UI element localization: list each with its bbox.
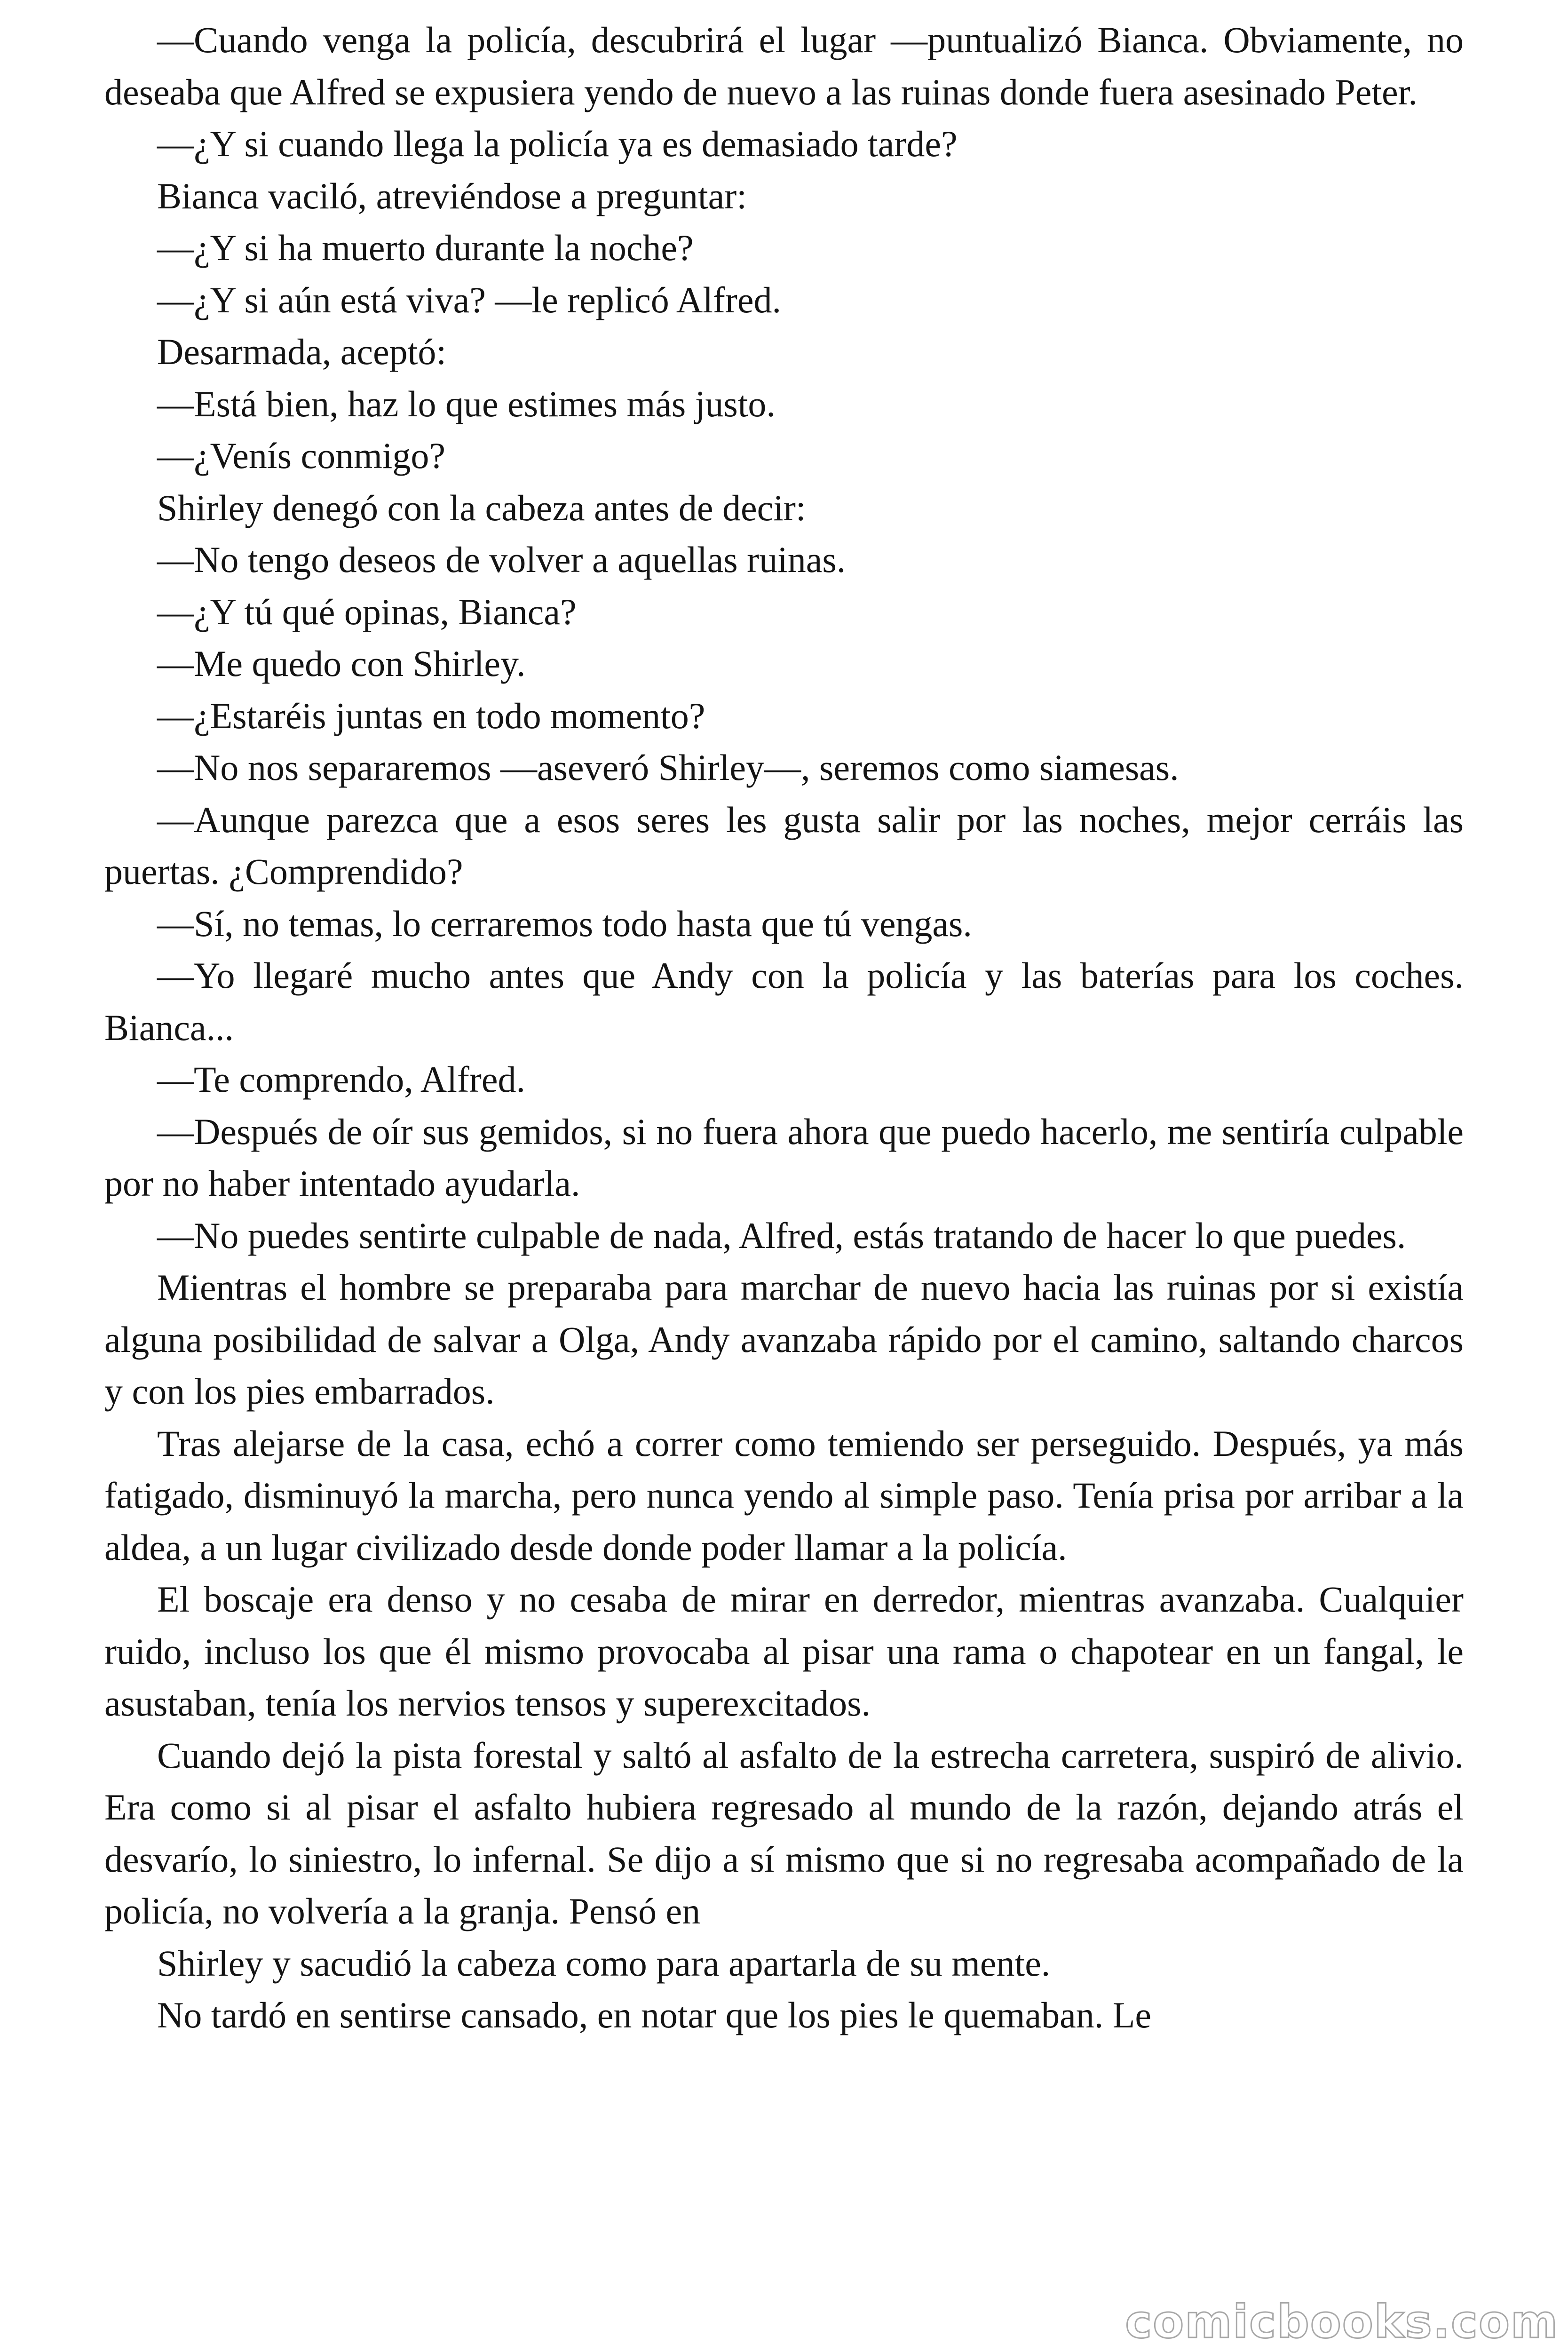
paragraph: —Yo llegaré mucho antes que Andy con la policía y las baterías para los coches. Bianca... [104, 955, 1464, 1048]
paragraph: —¿Estaréis juntas en todo momento? [157, 695, 705, 736]
body-text [104, 14, 1464, 2042]
paragraph: —Está bien, haz lo que estimes más justo. [157, 383, 776, 424]
paragraph: —Te comprendo, Alfred. [157, 1059, 525, 1100]
paragraph: —¿Y si aún está viva? —le replicó Alfred. [157, 279, 781, 320]
paragraph: —¿Venís conmigo? [157, 435, 446, 476]
paragraph: Shirley denegó con la cabeza antes de decir: [157, 487, 806, 528]
paragraph: Shirley y sacudió la cabeza como para apartarla de su mente. [157, 1942, 1051, 1984]
paragraph: —No nos separaremos —aseveró Shirley—, seremos como siamesas. [157, 747, 1179, 788]
paragraph: —Aunque parezca que a esos seres les gusta salir por las noches, mejor cerráis las puertas. ¿Comprendido? [104, 799, 1464, 892]
paragraph: —Me quedo con Shirley. [157, 643, 526, 684]
paragraph: —No tengo deseos de volver a aquellas ruinas. [157, 539, 846, 580]
paragraph: —¿Y si cuando llega la policía ya es demasiado tarde? [157, 123, 958, 164]
paragraph: —Sí, no temas, lo cerraremos todo hasta que tú vengas. [157, 903, 972, 944]
watermark-logo: comicbooks.com [1125, 2296, 1559, 2348]
paragraph: Tras alejarse de la casa, echó a correr como temiendo ser perseguido. Después, ya más fatigado, disminuyó la marcha, pero nunca yendo al simple paso. Tenía prisa por arribar a la aldea, a un lugar civilizado desde donde poder llamar a la policía. [104, 1422, 1464, 1568]
paragraph: —Después de oír sus gemidos, si no fuera ahora que puedo hacerlo, me sentiría culpable por no haber intentado ayudarla. [104, 1111, 1464, 1204]
paragraph: Cuando dejó la pista forestal y saltó al asfalto de la estrecha carretera, suspiró de alivio. Era como si al pisar el asfalto hubiera regresado al mundo de la razón, dejando atrás el desvarío, lo siniestro, lo infernal. Se dijo a sí mismo que si no regresaba acompañado de la policía, no volvería a la granja. Pensó en [104, 1734, 1464, 1931]
paragraph: —Cuando venga la policía, descubrirá el lugar —puntualizó Bianca. Obviamente, no deseaba que Alfred se expusiera yendo de nuevo a las ruinas donde fuera asesinado Peter. [104, 19, 1464, 112]
paragraph: —¿Y tú qué opinas, Bianca? [157, 591, 577, 632]
paragraph: El boscaje era denso y no cesaba de mirar en derredor, mientras avanzaba. Cualquier ruido, incluso los que él mismo provocaba al pisar una rama o chapotear en un fangal, le asustaban, tenía los nervios tensos y superexcitados. [104, 1579, 1464, 1724]
paragraph: No tardó en sentirse cansado, en notar que los pies le quemaban. Le [157, 1994, 1151, 2035]
paragraph: —¿Y si ha muerto durante la noche? [157, 227, 694, 268]
paragraph: —No puedes sentirte culpable de nada, Alfred, estás tratando de hacer lo que puedes. [157, 1215, 1406, 1256]
paragraph: Bianca vaciló, atreviéndose a preguntar: [157, 175, 747, 216]
paragraph: Mientras el hombre se preparaba para marchar de nuevo hacia las ruinas por si existía alguna posibilidad de salvar a Olga, Andy avanzaba rápido por el camino, saltando charcos y con los pies embarrados. [104, 1267, 1464, 1412]
paragraph: Desarmada, aceptó: [157, 331, 447, 372]
